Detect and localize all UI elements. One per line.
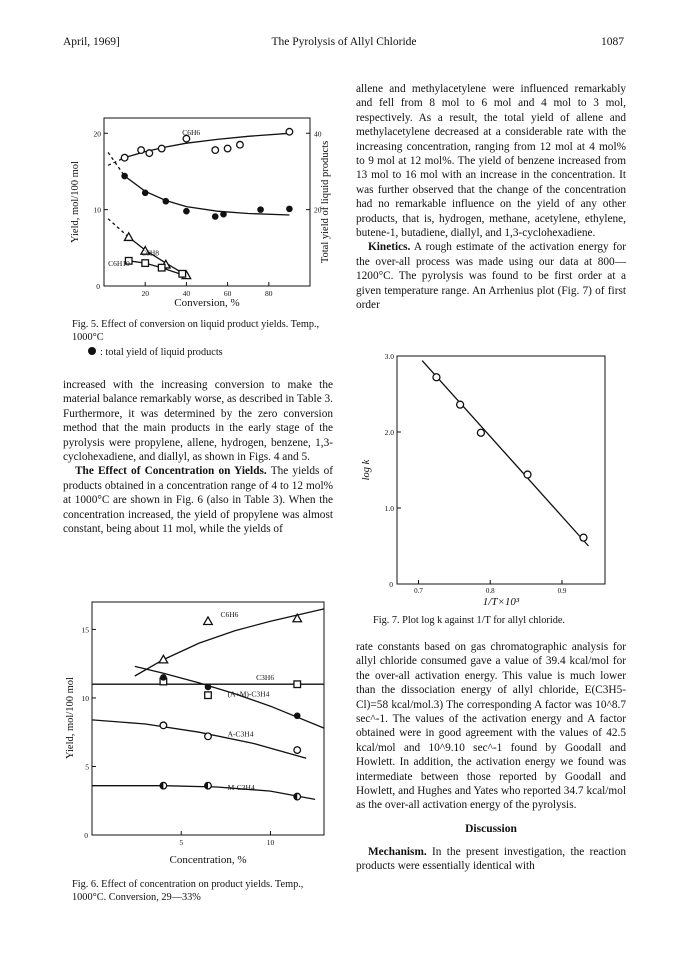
fig6-point-s1 [205,692,212,699]
fig5-y-tick-label: 10 [93,205,101,215]
fig7-y-tick-label: 1.0 [384,504,394,513]
fig6-label-c6h6: C6H6 [220,610,239,620]
fig7-x-tick-label: 0.7 [414,587,423,595]
fig5-x-tick-label: 20 [141,289,149,298]
left-paragraph-1: increased with the increasing conversion to make the material balance remarkably worse, as described in Table 3. Furthermore, it was determined by the zero conversion method that the main products in the early stage of the pyrolysis were propylene, allene, hydrogen, benzene, 1,3-cyclohexadiene, and diallyl, as shown in Figs. 4 and 5. [63,379,334,464]
fig5-c6h8-extrapolation [108,219,129,237]
fig5-label-c6h8: C6H8 [141,248,160,258]
fig5-point-s1 [220,211,227,218]
fig5-x-tick-label: 60 [223,289,232,298]
fig5-caption: Fig. 5. Effect of conversion on liquid product yields. Temp., 1000°C [72,319,320,343]
fig7-x-tick-label: 0.9 [557,587,567,595]
fig6-point-s3 [294,747,301,754]
fig6-point-s2 [205,684,212,691]
figure-5-chart [62,108,338,318]
fig5-caption-legend [88,346,328,359]
fig5-point-s3 [158,264,165,271]
fig7-x-tick-label: 0.8 [485,587,495,595]
fig7-point [457,401,464,408]
fig5-total-curve [125,176,290,215]
fig7-fit-line [422,361,588,546]
fig6-caption: Fig. 6. Effect of concentration on product yields. Temp., 1000°C. Conversion, 29—33% [72,879,304,903]
fig6-point-s2 [294,712,301,719]
kinetics-section-title: Kinetics. [368,241,411,254]
fig7-x-axis-label: 1/T×10³ [482,596,520,606]
figure-7-chart [355,348,625,606]
fig5-point-s0 [146,150,153,157]
fig6-label-c3h6: C3H6 [256,673,275,683]
fig6-point-s0 [204,617,213,625]
fig5-point-s1 [212,213,219,220]
fig7-y-axis-label: log k [361,459,372,481]
fig5-label-c6h6: C6H6 [182,127,201,137]
fig5-label-c6h10: C6H10 [108,259,130,269]
discussion-heading: Discussion [465,822,517,835]
mechanism-section-title: Mechanism. [368,845,427,858]
fig7-point [524,471,531,478]
page-number: 1087 [601,36,624,48]
fig6-m-c3h4-curve [92,786,315,800]
filled-circle-marker-icon [88,347,96,355]
right-column-top-text [356,82,626,313]
fig6-y-tick-label: 5 [85,762,89,772]
fig5-point-s1 [163,198,170,205]
fig5-point-s0 [212,147,219,154]
fig5-plot-frame [104,118,310,286]
fig6-plot-frame [92,602,324,835]
mechanism-section-text: In the present investigation, the reaction products were essentially identical with [356,845,626,873]
fig5-point-s0 [158,145,165,152]
fig6-label-m-c3h4: M-C3H4 [227,782,255,792]
fig5-point-s0 [237,141,244,148]
fig5-point-s1 [183,208,190,215]
fig5-y2-tick-label: 20 [314,205,322,215]
fig6-point-s2 [160,674,167,681]
fig5-x-tick-label: 40 [182,289,191,298]
fig5-c6h10-curve [129,261,187,276]
left-column-text [63,378,333,536]
fig5-point-s0 [224,145,231,152]
fig5-point-s3 [142,260,149,267]
fig7-point [580,534,587,541]
fig6-x-tick-label: 10 [266,838,275,847]
fig5-point-s3 [179,270,186,277]
running-header-left: April, 1969] [63,36,120,48]
fig6-point-s3 [160,722,167,729]
fig5-point-s2 [124,233,133,241]
fig6-label-am-c3h4: (A+M)-C3H4 [227,689,270,699]
right-paragraph-1: allene and methylacetylene were influenced remarkably and fell from 8 mol to 6 mol and 4 mol to 3 mol, respectively. As a result, the total yield of allene and methylacetylene decreased at a considerable rate with the increasing concentration, ranging from 12 mol at 4 mol% to 9 mol at 12 mol%. The yield of benzene increased from 13 mol to 16 mol with an increase in the concentration. It was further observed that the change of the concentration had no remarkable influence on the yield of any other products, that is, hydrogen, methane, acetylene, ethylene, butene-1, butadiene, diallyl, and 1,3-cyclohexadiene. [356,83,626,240]
running-header-title: The Pyrolysis of Allyl Chloride [271,36,417,48]
fig5-point-s0 [286,128,293,135]
right-column-bottom-text [356,640,626,874]
right-paragraph-kinetics [356,240,626,312]
fig6-origin-label: 0 [84,831,88,840]
fig6-point-s3 [205,733,212,740]
fig6-x-axis-label: Concentration, % [169,854,247,866]
fig5-y2-tick-label: 40 [314,129,322,139]
fig6-a-c3h4-curve [92,720,306,758]
fig5-point-s1 [257,206,264,213]
fig5-y-axis-label: Yield, mol/100 mol [70,161,81,243]
fig6-y-axis-label: Yield, mol/100 mol [65,677,76,759]
fig5-point-s1 [142,190,149,197]
fig6-point-s0 [159,655,168,663]
fig5-legend-text: : total yield of liquid products [100,347,223,358]
fig6-x-tick-label: 5 [179,838,184,847]
concentration-section-title: The Effect of Concentration on Yields. [75,465,267,478]
fig5-y-tick-label: 20 [93,129,101,139]
fig5-point-s0 [138,147,145,154]
fig7-point [477,429,484,436]
fig7-plot-frame [397,356,605,584]
fig7-y-tick-label: 2.0 [384,428,394,437]
concentration-section-text: The yields of products obtained in a concentration range of 4 to 12 mol% at 1000°C are shown in Fig. 6 (also in Table 3). When the concentration increased, the yield of propylene was almost constant, being about 11 mol, while the yields of [63,465,334,536]
left-paragraph-2 [63,464,333,536]
fig5-x-axis-label: Conversion, % [174,297,240,309]
fig7-caption: Fig. 7. Plot log k against 1/T for allyl chloride. [373,615,566,626]
right-paragraph-2: rate constants based on gas chromatographic analysis for allyl chloride consumed gave a value of 39.4 kcal/mol for the over-all activation energy. This value is much lower than the dissociation energy of allyl chloride, E(C3H5-Cl)=58 kcal/mol.3) The corresponding A factor was 10^8.7 sec^-1. The values of the activation energy and A factor obtained were in good agreement with the values of 42.5 kcal/mol and 10^9.10 sec^-1 found by Goodall and Howlett. In addition, the activation energy we found was intermediate between those reported by Goodall and Howlett, and Hughes and Yates who reported 34.7 kcal/mol as the over-all activation energy of the pyrolysis. [356,641,626,812]
fig5-point-s1 [286,206,293,213]
fig7-point [433,374,440,381]
figure-6-chart [62,590,332,872]
kinetics-section-text: A rough estimate of the activation energy for the over-all process was made using our data at 800—1200°C. The pyrolysis was found to be first order at a given temperature range. An Arrhenius plot (Fig. 7) of first order [356,241,627,312]
right-paragraph-mechanism [356,845,626,874]
fig6-label-a-c3h4: A-C3H4 [227,729,254,739]
fig6-y-tick-label: 10 [81,693,89,703]
fig6-y-tick-label: 15 [81,625,89,635]
fig5-point-s0 [121,154,128,161]
fig7-y-tick-label: 3.0 [384,352,394,361]
fig6-point-s1 [294,681,301,688]
fig5-y2-axis-label: Total yield of liquid products [320,140,331,264]
fig5-origin-label: 0 [96,282,100,291]
fig7-origin-label: 0 [389,580,393,589]
fig5-point-s1 [121,173,128,180]
fig5-x-tick-label: 80 [265,289,273,298]
